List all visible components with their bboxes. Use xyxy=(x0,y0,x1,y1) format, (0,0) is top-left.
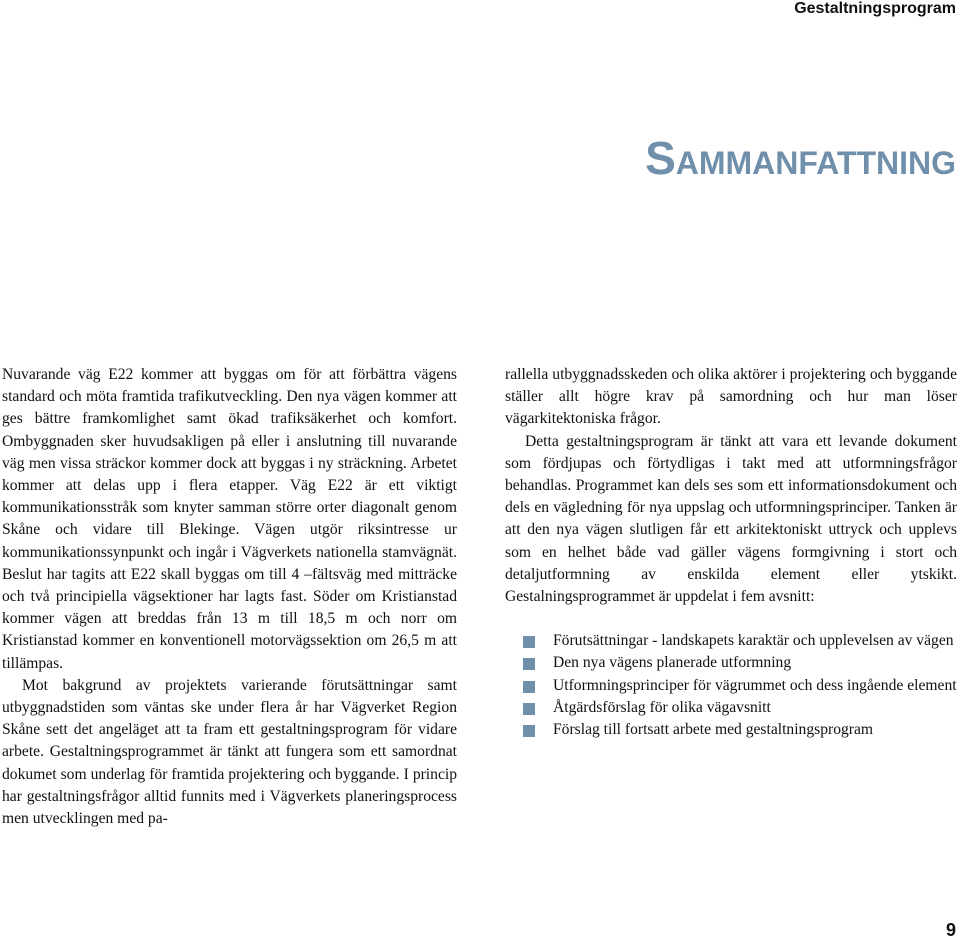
list-item xyxy=(505,697,957,719)
square-bullet-icon xyxy=(523,658,535,670)
section-title: Sammanfattning xyxy=(645,132,956,184)
list-item xyxy=(505,652,957,674)
section-list xyxy=(505,630,957,741)
body-paragraph: Mot bakgrund av projektets varierande förutsättningar samt utbyggnadstiden som väntas ske under flera år har Vägverket Region Skåne sett det angeläget att ta fram ett gestaltningsprogram för vidare arbete. Gestaltningsprogrammet är tänkt att fungera som ett samordnat dokumet som underlag för framtida projektering och byggande. I princip har gestaltningsfrågor alltid funnits med i Vägverkets planeringsprocess men utvecklingen med pa- xyxy=(2,676,457,828)
body-paragraph: Detta gestaltningsprogram är tänkt att vara ett levande dokument som fördjupas och förtydligas i takt med att utformningsfrågor behandlas. Programmet kan dels ses som ett informationsdokument och dels en vägledning för nya uppslag och utformningsprinciper. Tanken är att den nya vägen slutligen får ett arkitektoniskt uttryck och upplevs som en helhet både vad gäller vägens formgivning i stort och detaljutformning av enskilda element eller ytskikt. Gestalningsprogrammet är uppdelat i fem avsnitt: xyxy=(505,432,957,606)
right-column xyxy=(505,364,957,741)
square-bullet-icon xyxy=(523,703,535,715)
list-item xyxy=(505,719,957,741)
list-item-text: Åtgärdsförslag för olika vägavsnitt xyxy=(553,698,771,716)
running-header: Gestaltningsprogram xyxy=(794,0,956,17)
square-bullet-icon xyxy=(523,681,535,693)
body-paragraph: rallella utbyggnadsskeden och olika aktörer i projektering och byggande ställer allt högre krav på samordning och hur man löser vägarkitektoniska frågor. xyxy=(505,366,957,428)
page-number: 9 xyxy=(945,920,956,940)
list-item-text: Förslag till fortsatt arbete med gestaltningsprogram xyxy=(553,721,874,739)
list-item-text: Utformningsprinciper för vägrummet och dess ingående element xyxy=(553,676,957,694)
list-item xyxy=(505,630,957,652)
square-bullet-icon xyxy=(523,725,535,737)
list-item-text: Den nya vägens planerade utformning xyxy=(553,654,792,672)
left-column xyxy=(2,364,457,830)
body-paragraph: Nuvarande väg E22 kommer att byggas om för att förbättra vägens standard och möta framtida trafikutveckling. Den nya vägen kommer att ges bättre framkomlighet samt ökad trafiksäkerhet och komfort. Ombyggnaden sker huvudsakligen på eller i anslutning till nuvarande väg men vissa sträckor kommer dock att byggas i ny sträckning. Arbetet kommer att delas upp i flera etapper. Väg E22 är ett viktigt kommunikationsstråk som knyter samman större orter diagonalt genom Skåne och vidare till Blekinge. Vägen utgör riksintresse ur kommunikationssynpunkt och ingår i Vägverkets nationella stamvägnät. Beslut har tagits att E22 skall byggas om till 4 –fältsväg med mitträcke och två principiella vägsektioner har lagts fast. Söder om Kristianstad kommer vägen att breddas från 13 m till 18,5 m och norr om Kristianstad kommer en konventionell motorvägssektion om 26,5 m att tillämpas. xyxy=(2,366,457,672)
square-bullet-icon xyxy=(523,636,535,648)
list-item xyxy=(505,675,957,697)
list-item-text: Förutsättningar - landskapets karaktär och upplevelsen av vägen xyxy=(553,632,954,650)
